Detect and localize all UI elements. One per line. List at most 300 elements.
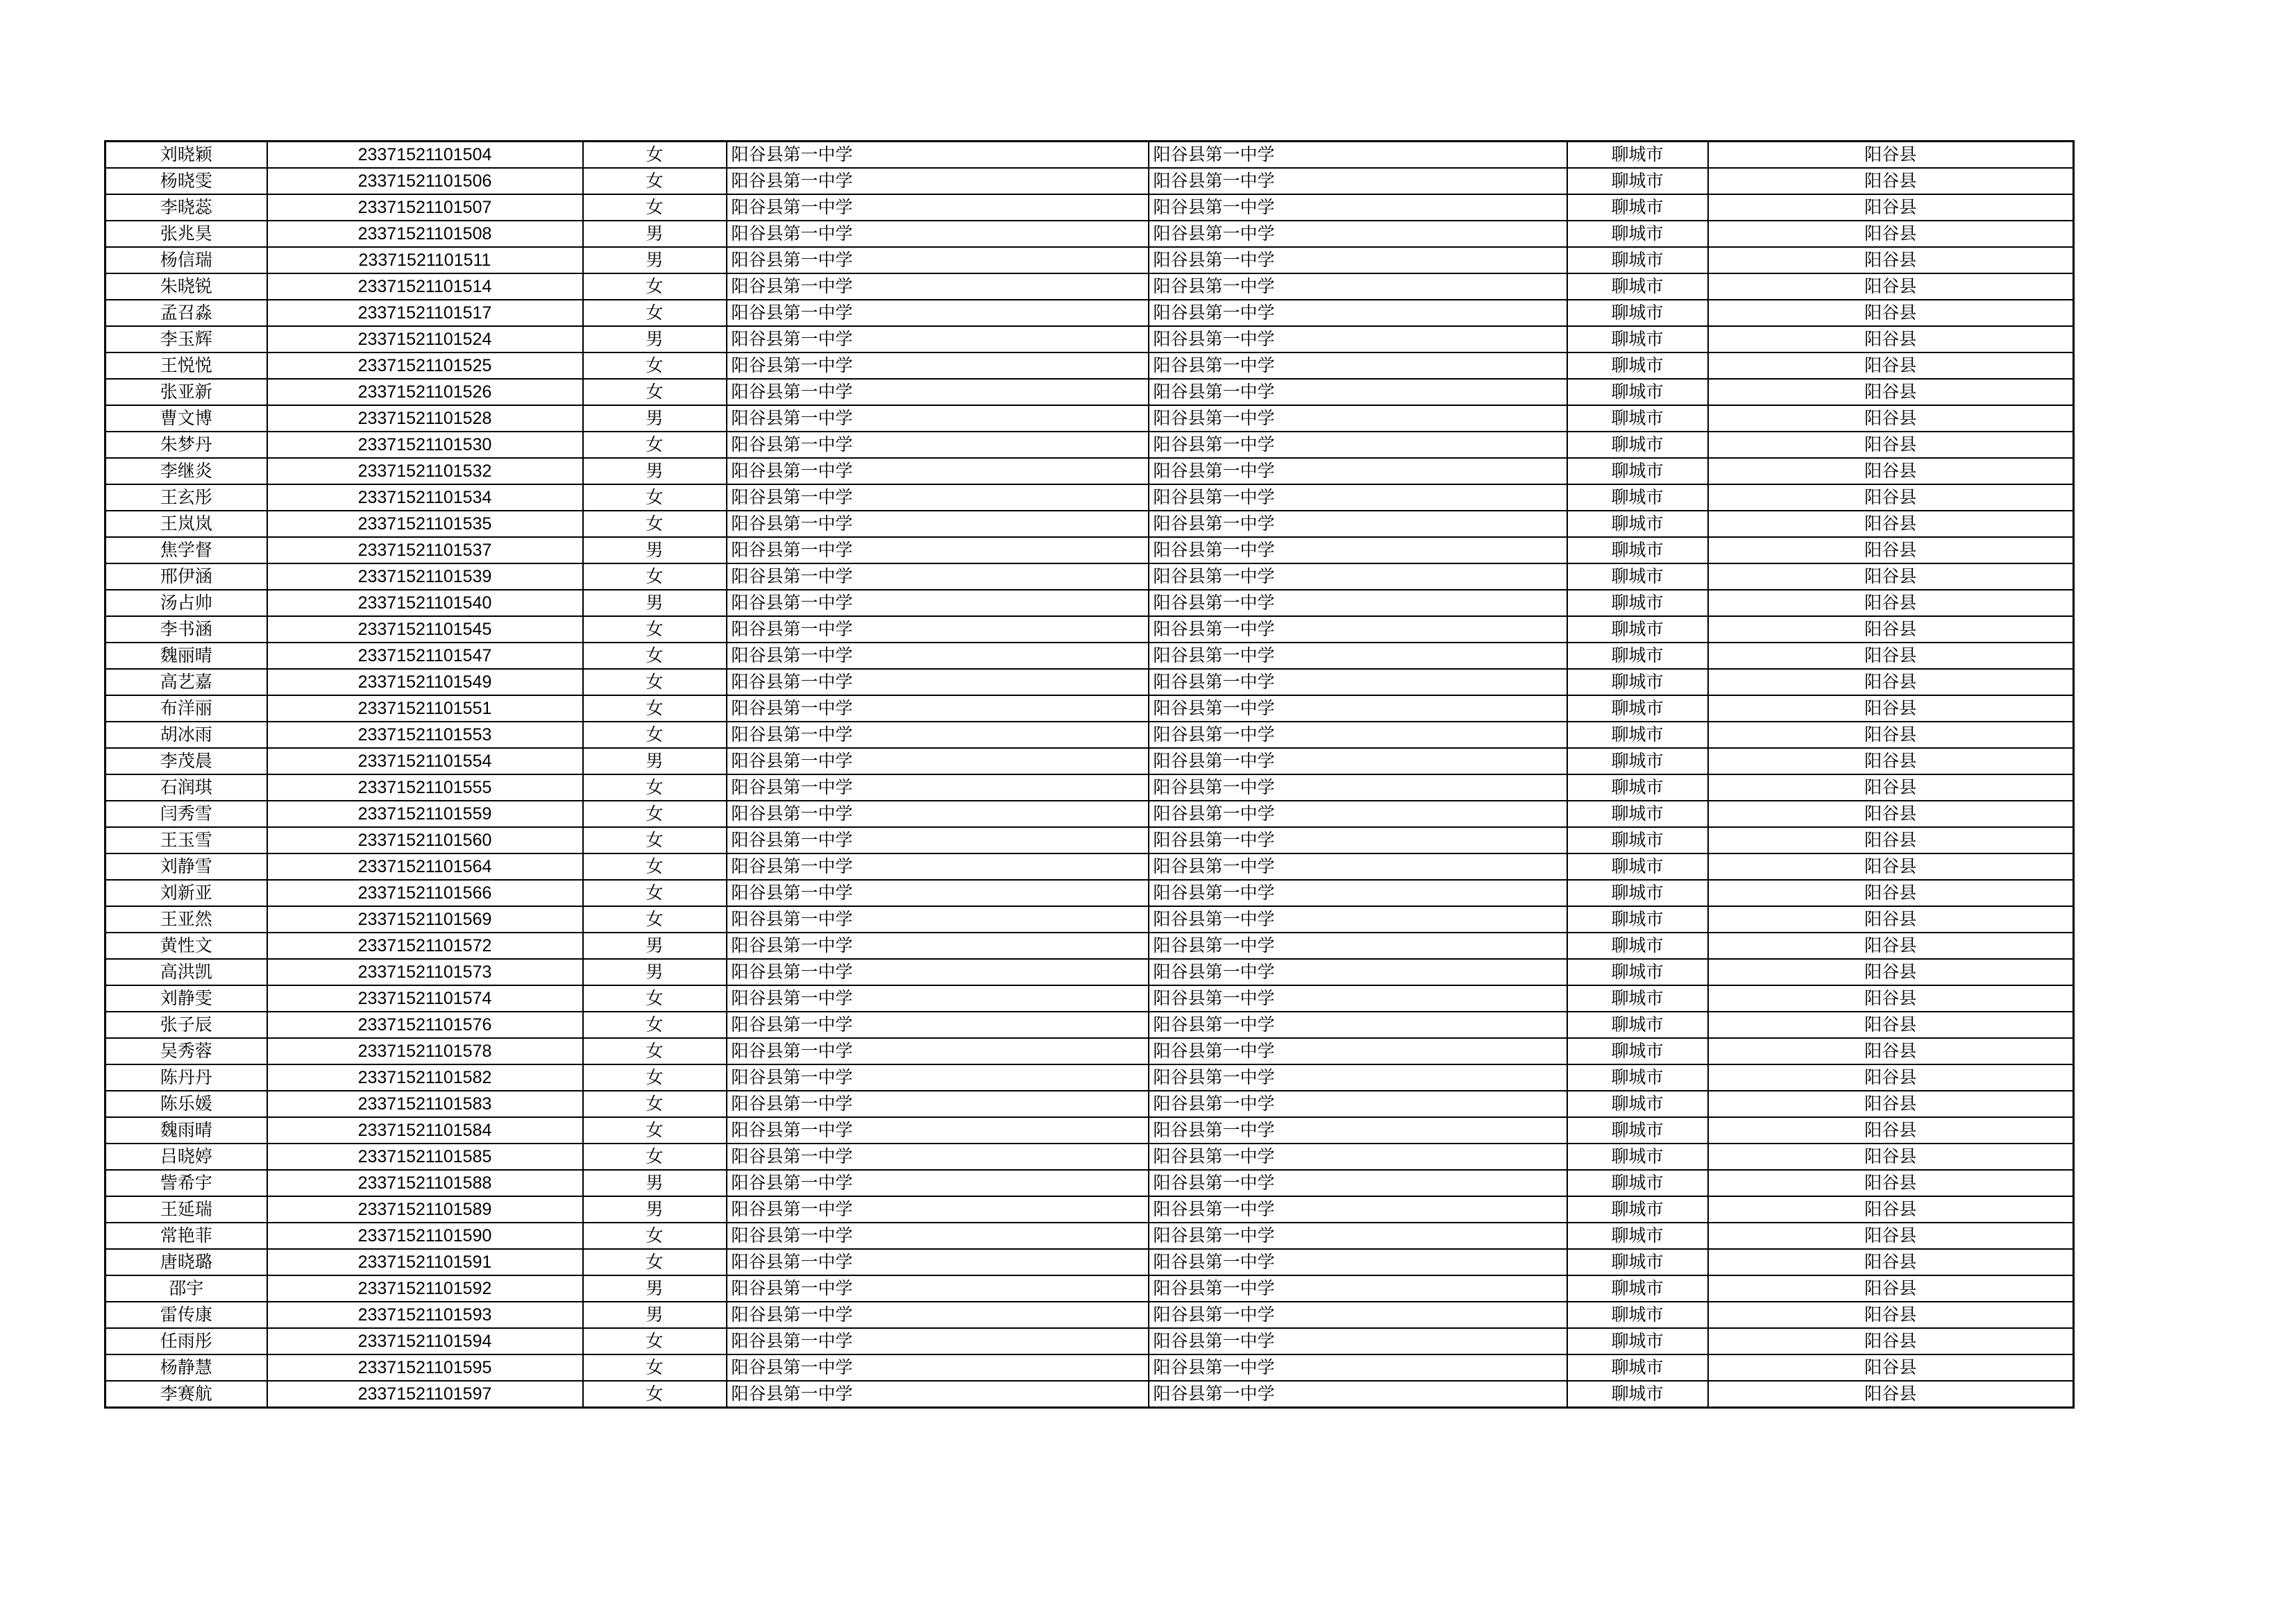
gender-cell: 女 <box>583 722 727 748</box>
student-name-cell: 陈丹丹 <box>105 1064 267 1091</box>
gender-cell: 女 <box>583 880 727 906</box>
student-name-cell: 朱梦丹 <box>105 432 267 458</box>
school-cell: 阳谷县第一中学 <box>727 827 1149 853</box>
gender-cell: 女 <box>583 1012 727 1038</box>
student-name-cell: 魏雨晴 <box>105 1117 267 1144</box>
school-cell: 阳谷县第一中学 <box>727 880 1149 906</box>
school-cell: 阳谷县第一中学 <box>727 352 1149 379</box>
county-cell: 阳谷县 <box>1708 1144 2074 1170</box>
exam-site-cell: 阳谷县第一中学 <box>1149 1038 1567 1064</box>
table-row <box>105 880 2074 906</box>
exam-site-cell: 阳谷县第一中学 <box>1149 1091 1567 1117</box>
school-cell: 阳谷县第一中学 <box>727 432 1149 458</box>
student-name-cell: 杨晓雯 <box>105 168 267 194</box>
student-name-cell: 张亚新 <box>105 379 267 405</box>
gender-cell: 女 <box>583 1249 727 1275</box>
city-cell: 聊城市 <box>1567 326 1708 352</box>
county-cell: 阳谷县 <box>1708 1064 2074 1091</box>
county-cell: 阳谷县 <box>1708 300 2074 326</box>
county-cell: 阳谷县 <box>1708 537 2074 563</box>
gender-cell: 女 <box>583 484 727 511</box>
student-name-cell: 张兆昊 <box>105 221 267 247</box>
city-cell: 聊城市 <box>1567 827 1708 853</box>
county-cell: 阳谷县 <box>1708 379 2074 405</box>
gender-cell: 男 <box>583 748 727 774</box>
table-row <box>105 1064 2074 1091</box>
exam-site-cell: 阳谷县第一中学 <box>1149 933 1567 959</box>
student-name-cell: 李玉辉 <box>105 326 267 352</box>
student-name-cell: 汤占帅 <box>105 590 267 616</box>
student-name-cell: 任雨彤 <box>105 1328 267 1354</box>
table-row <box>105 511 2074 537</box>
exam-number-cell: 23371521101566 <box>267 880 583 906</box>
county-cell: 阳谷县 <box>1708 906 2074 933</box>
table-row <box>105 853 2074 880</box>
school-cell: 阳谷县第一中学 <box>727 379 1149 405</box>
county-cell: 阳谷县 <box>1708 774 2074 801</box>
table-row <box>105 1170 2074 1196</box>
school-cell: 阳谷县第一中学 <box>727 853 1149 880</box>
gender-cell: 女 <box>583 616 727 643</box>
exam-site-cell: 阳谷县第一中学 <box>1149 194 1567 221</box>
exam-number-cell: 23371521101592 <box>267 1275 583 1302</box>
city-cell: 聊城市 <box>1567 1328 1708 1354</box>
gender-cell: 女 <box>583 827 727 853</box>
table-row <box>105 432 2074 458</box>
county-cell: 阳谷县 <box>1708 695 2074 722</box>
exam-number-cell: 23371521101506 <box>267 168 583 194</box>
exam-site-cell: 阳谷县第一中学 <box>1149 1012 1567 1038</box>
student-name-cell: 王延瑞 <box>105 1196 267 1223</box>
school-cell: 阳谷县第一中学 <box>727 1064 1149 1091</box>
table-row <box>105 563 2074 590</box>
school-cell: 阳谷县第一中学 <box>727 511 1149 537</box>
city-cell: 聊城市 <box>1567 643 1708 669</box>
exam-number-cell: 23371521101588 <box>267 1170 583 1196</box>
city-cell: 聊城市 <box>1567 484 1708 511</box>
gender-cell: 男 <box>583 1275 727 1302</box>
student-name-cell: 杨静慧 <box>105 1354 267 1381</box>
exam-site-cell: 阳谷县第一中学 <box>1149 1354 1567 1381</box>
city-cell: 聊城市 <box>1567 511 1708 537</box>
school-cell: 阳谷县第一中学 <box>727 537 1149 563</box>
county-cell: 阳谷县 <box>1708 1381 2074 1408</box>
gender-cell: 女 <box>583 168 727 194</box>
county-cell: 阳谷县 <box>1708 1196 2074 1223</box>
exam-number-cell: 23371521101532 <box>267 458 583 484</box>
city-cell: 聊城市 <box>1567 1038 1708 1064</box>
table-row <box>105 194 2074 221</box>
school-cell: 阳谷县第一中学 <box>727 1196 1149 1223</box>
gender-cell: 女 <box>583 1091 727 1117</box>
student-name-cell: 朱晓锐 <box>105 273 267 300</box>
county-cell: 阳谷县 <box>1708 616 2074 643</box>
school-cell: 阳谷县第一中学 <box>727 1038 1149 1064</box>
exam-number-cell: 23371521101560 <box>267 827 583 853</box>
exam-site-cell: 阳谷县第一中学 <box>1149 1275 1567 1302</box>
county-cell: 阳谷县 <box>1708 1249 2074 1275</box>
exam-number-cell: 23371521101508 <box>267 221 583 247</box>
gender-cell: 男 <box>583 221 727 247</box>
county-cell: 阳谷县 <box>1708 1354 2074 1381</box>
exam-site-cell: 阳谷县第一中学 <box>1149 432 1567 458</box>
exam-site-cell: 阳谷县第一中学 <box>1149 880 1567 906</box>
city-cell: 聊城市 <box>1567 590 1708 616</box>
city-cell: 聊城市 <box>1567 748 1708 774</box>
exam-site-cell: 阳谷县第一中学 <box>1149 484 1567 511</box>
gender-cell: 男 <box>583 1196 727 1223</box>
exam-number-cell: 23371521101528 <box>267 405 583 432</box>
student-name-cell: 雷传康 <box>105 1302 267 1328</box>
city-cell: 聊城市 <box>1567 142 1708 169</box>
student-name-cell: 唐晓璐 <box>105 1249 267 1275</box>
school-cell: 阳谷县第一中学 <box>727 669 1149 695</box>
exam-number-cell: 23371521101554 <box>267 748 583 774</box>
city-cell: 聊城市 <box>1567 194 1708 221</box>
student-name-cell: 邢伊涵 <box>105 563 267 590</box>
gender-cell: 女 <box>583 1038 727 1064</box>
school-cell: 阳谷县第一中学 <box>727 933 1149 959</box>
exam-number-cell: 23371521101504 <box>267 142 583 169</box>
exam-site-cell: 阳谷县第一中学 <box>1149 722 1567 748</box>
city-cell: 聊城市 <box>1567 300 1708 326</box>
city-cell: 聊城市 <box>1567 247 1708 273</box>
exam-number-cell: 23371521101535 <box>267 511 583 537</box>
exam-number-cell: 23371521101514 <box>267 273 583 300</box>
exam-site-cell: 阳谷县第一中学 <box>1149 537 1567 563</box>
table-row <box>105 142 2074 169</box>
table-row <box>105 1354 2074 1381</box>
exam-site-cell: 阳谷县第一中学 <box>1149 273 1567 300</box>
school-cell: 阳谷县第一中学 <box>727 326 1149 352</box>
gender-cell: 女 <box>583 379 727 405</box>
exam-site-cell: 阳谷县第一中学 <box>1149 801 1567 827</box>
table-row <box>105 722 2074 748</box>
gender-cell: 男 <box>583 933 727 959</box>
county-cell: 阳谷县 <box>1708 458 2074 484</box>
school-cell: 阳谷县第一中学 <box>727 748 1149 774</box>
school-cell: 阳谷县第一中学 <box>727 1117 1149 1144</box>
table-row <box>105 247 2074 273</box>
exam-number-cell: 23371521101549 <box>267 669 583 695</box>
exam-site-cell: 阳谷县第一中学 <box>1149 326 1567 352</box>
exam-number-cell: 23371521101564 <box>267 853 583 880</box>
school-cell: 阳谷县第一中学 <box>727 985 1149 1012</box>
student-name-cell: 张子辰 <box>105 1012 267 1038</box>
gender-cell: 女 <box>583 1117 727 1144</box>
student-name-cell: 刘新亚 <box>105 880 267 906</box>
gender-cell: 男 <box>583 247 727 273</box>
table-row <box>105 669 2074 695</box>
exam-number-cell: 23371521101585 <box>267 1144 583 1170</box>
student-name-cell: 王岚岚 <box>105 511 267 537</box>
city-cell: 聊城市 <box>1567 801 1708 827</box>
city-cell: 聊城市 <box>1567 1249 1708 1275</box>
table-row <box>105 906 2074 933</box>
city-cell: 聊城市 <box>1567 985 1708 1012</box>
table-row <box>105 379 2074 405</box>
county-cell: 阳谷县 <box>1708 801 2074 827</box>
exam-site-cell: 阳谷县第一中学 <box>1149 1223 1567 1249</box>
exam-site-cell: 阳谷县第一中学 <box>1149 669 1567 695</box>
table-row <box>105 1249 2074 1275</box>
exam-site-cell: 阳谷县第一中学 <box>1149 352 1567 379</box>
gender-cell: 男 <box>583 959 727 985</box>
school-cell: 阳谷县第一中学 <box>727 1144 1149 1170</box>
table-row <box>105 774 2074 801</box>
exam-number-cell: 23371521101530 <box>267 432 583 458</box>
table-row <box>105 221 2074 247</box>
county-cell: 阳谷县 <box>1708 1170 2074 1196</box>
student-name-cell: 曹文博 <box>105 405 267 432</box>
city-cell: 聊城市 <box>1567 1064 1708 1091</box>
table-row <box>105 1012 2074 1038</box>
exam-site-cell: 阳谷县第一中学 <box>1149 1170 1567 1196</box>
city-cell: 聊城市 <box>1567 1091 1708 1117</box>
city-cell: 聊城市 <box>1567 1170 1708 1196</box>
table-row <box>105 616 2074 643</box>
city-cell: 聊城市 <box>1567 273 1708 300</box>
school-cell: 阳谷县第一中学 <box>727 484 1149 511</box>
exam-number-cell: 23371521101551 <box>267 695 583 722</box>
city-cell: 聊城市 <box>1567 722 1708 748</box>
gender-cell: 男 <box>583 326 727 352</box>
exam-site-cell: 阳谷县第一中学 <box>1149 511 1567 537</box>
student-table <box>104 140 2075 1409</box>
city-cell: 聊城市 <box>1567 563 1708 590</box>
school-cell: 阳谷县第一中学 <box>727 590 1149 616</box>
city-cell: 聊城市 <box>1567 352 1708 379</box>
exam-site-cell: 阳谷县第一中学 <box>1149 643 1567 669</box>
school-cell: 阳谷县第一中学 <box>727 695 1149 722</box>
student-name-cell: 刘静雪 <box>105 853 267 880</box>
exam-number-cell: 23371521101511 <box>267 247 583 273</box>
city-cell: 聊城市 <box>1567 1144 1708 1170</box>
table-row <box>105 300 2074 326</box>
student-name-cell: 魏丽晴 <box>105 643 267 669</box>
county-cell: 阳谷县 <box>1708 352 2074 379</box>
student-name-cell: 吕晓婷 <box>105 1144 267 1170</box>
city-cell: 聊城市 <box>1567 405 1708 432</box>
table-row <box>105 1275 2074 1302</box>
city-cell: 聊城市 <box>1567 774 1708 801</box>
gender-cell: 男 <box>583 590 727 616</box>
school-cell: 阳谷县第一中学 <box>727 563 1149 590</box>
school-cell: 阳谷县第一中学 <box>727 616 1149 643</box>
gender-cell: 女 <box>583 643 727 669</box>
exam-site-cell: 阳谷县第一中学 <box>1149 1196 1567 1223</box>
gender-cell: 男 <box>583 1170 727 1196</box>
exam-number-cell: 23371521101594 <box>267 1328 583 1354</box>
exam-number-cell: 23371521101569 <box>267 906 583 933</box>
exam-number-cell: 23371521101597 <box>267 1381 583 1408</box>
city-cell: 聊城市 <box>1567 221 1708 247</box>
student-name-cell: 李继炎 <box>105 458 267 484</box>
school-cell: 阳谷县第一中学 <box>727 247 1149 273</box>
gender-cell: 男 <box>583 405 727 432</box>
gender-cell: 女 <box>583 669 727 695</box>
table-row <box>105 273 2074 300</box>
exam-site-cell: 阳谷县第一中学 <box>1149 748 1567 774</box>
student-name-cell: 吴秀蓉 <box>105 1038 267 1064</box>
exam-number-cell: 23371521101589 <box>267 1196 583 1223</box>
gender-cell: 女 <box>583 352 727 379</box>
student-name-cell: 孟召淼 <box>105 300 267 326</box>
exam-number-cell: 23371521101526 <box>267 379 583 405</box>
school-cell: 阳谷县第一中学 <box>727 1249 1149 1275</box>
exam-number-cell: 23371521101539 <box>267 563 583 590</box>
city-cell: 聊城市 <box>1567 695 1708 722</box>
exam-site-cell: 阳谷县第一中学 <box>1149 774 1567 801</box>
exam-site-cell: 阳谷县第一中学 <box>1149 142 1567 169</box>
county-cell: 阳谷县 <box>1708 1275 2074 1302</box>
student-name-cell: 胡冰雨 <box>105 722 267 748</box>
exam-site-cell: 阳谷县第一中学 <box>1149 221 1567 247</box>
county-cell: 阳谷县 <box>1708 405 2074 432</box>
student-name-cell: 焦学督 <box>105 537 267 563</box>
county-cell: 阳谷县 <box>1708 1117 2074 1144</box>
student-name-cell: 杨信瑞 <box>105 247 267 273</box>
school-cell: 阳谷县第一中学 <box>727 168 1149 194</box>
gender-cell: 女 <box>583 985 727 1012</box>
city-cell: 聊城市 <box>1567 168 1708 194</box>
exam-site-cell: 阳谷县第一中学 <box>1149 853 1567 880</box>
city-cell: 聊城市 <box>1567 1381 1708 1408</box>
school-cell: 阳谷县第一中学 <box>727 722 1149 748</box>
school-cell: 阳谷县第一中学 <box>727 774 1149 801</box>
exam-number-cell: 23371521101573 <box>267 959 583 985</box>
student-name-cell: 刘静雯 <box>105 985 267 1012</box>
exam-site-cell: 阳谷县第一中学 <box>1149 1328 1567 1354</box>
county-cell: 阳谷县 <box>1708 1328 2074 1354</box>
table-row <box>105 168 2074 194</box>
exam-number-cell: 23371521101578 <box>267 1038 583 1064</box>
exam-number-cell: 23371521101574 <box>267 985 583 1012</box>
table-row <box>105 1196 2074 1223</box>
student-name-cell: 布洋丽 <box>105 695 267 722</box>
exam-site-cell: 阳谷县第一中学 <box>1149 985 1567 1012</box>
county-cell: 阳谷县 <box>1708 933 2074 959</box>
gender-cell: 女 <box>583 563 727 590</box>
table-row <box>105 985 2074 1012</box>
gender-cell: 女 <box>583 194 727 221</box>
gender-cell: 男 <box>583 458 727 484</box>
gender-cell: 女 <box>583 1354 727 1381</box>
table-row <box>105 643 2074 669</box>
county-cell: 阳谷县 <box>1708 643 2074 669</box>
gender-cell: 女 <box>583 801 727 827</box>
table-row <box>105 1091 2074 1117</box>
county-cell: 阳谷县 <box>1708 590 2074 616</box>
county-cell: 阳谷县 <box>1708 221 2074 247</box>
table-row <box>105 458 2074 484</box>
exam-number-cell: 23371521101559 <box>267 801 583 827</box>
exam-number-cell: 23371521101507 <box>267 194 583 221</box>
exam-number-cell: 23371521101540 <box>267 590 583 616</box>
exam-number-cell: 23371521101537 <box>267 537 583 563</box>
county-cell: 阳谷县 <box>1708 1223 2074 1249</box>
city-cell: 聊城市 <box>1567 1354 1708 1381</box>
city-cell: 聊城市 <box>1567 458 1708 484</box>
student-name-cell: 黄性文 <box>105 933 267 959</box>
exam-number-cell: 23371521101584 <box>267 1117 583 1144</box>
city-cell: 聊城市 <box>1567 537 1708 563</box>
city-cell: 聊城市 <box>1567 379 1708 405</box>
school-cell: 阳谷县第一中学 <box>727 1328 1149 1354</box>
city-cell: 聊城市 <box>1567 880 1708 906</box>
county-cell: 阳谷县 <box>1708 563 2074 590</box>
student-name-cell: 邵宇 <box>105 1275 267 1302</box>
student-name-cell: 王悦悦 <box>105 352 267 379</box>
city-cell: 聊城市 <box>1567 933 1708 959</box>
exam-site-cell: 阳谷县第一中学 <box>1149 300 1567 326</box>
table-row <box>105 1381 2074 1408</box>
gender-cell: 女 <box>583 1328 727 1354</box>
exam-number-cell: 23371521101553 <box>267 722 583 748</box>
gender-cell: 女 <box>583 853 727 880</box>
exam-number-cell: 23371521101593 <box>267 1302 583 1328</box>
county-cell: 阳谷县 <box>1708 247 2074 273</box>
table-row <box>105 484 2074 511</box>
school-cell: 阳谷县第一中学 <box>727 458 1149 484</box>
city-cell: 聊城市 <box>1567 1223 1708 1249</box>
city-cell: 聊城市 <box>1567 1012 1708 1038</box>
exam-site-cell: 阳谷县第一中学 <box>1149 247 1567 273</box>
county-cell: 阳谷县 <box>1708 326 2074 352</box>
student-name-cell: 闫秀雪 <box>105 801 267 827</box>
table-row <box>105 801 2074 827</box>
exam-number-cell: 23371521101555 <box>267 774 583 801</box>
city-cell: 聊城市 <box>1567 853 1708 880</box>
city-cell: 聊城市 <box>1567 959 1708 985</box>
table-row <box>105 933 2074 959</box>
student-name-cell: 李赛航 <box>105 1381 267 1408</box>
student-name-cell: 李晓蕊 <box>105 194 267 221</box>
county-cell: 阳谷县 <box>1708 484 2074 511</box>
gender-cell: 女 <box>583 273 727 300</box>
table-row <box>105 827 2074 853</box>
gender-cell: 女 <box>583 774 727 801</box>
exam-site-cell: 阳谷县第一中学 <box>1149 827 1567 853</box>
exam-site-cell: 阳谷县第一中学 <box>1149 458 1567 484</box>
county-cell: 阳谷县 <box>1708 1038 2074 1064</box>
exam-site-cell: 阳谷县第一中学 <box>1149 616 1567 643</box>
exam-site-cell: 阳谷县第一中学 <box>1149 1381 1567 1408</box>
exam-number-cell: 23371521101582 <box>267 1064 583 1091</box>
county-cell: 阳谷县 <box>1708 880 2074 906</box>
county-cell: 阳谷县 <box>1708 722 2074 748</box>
exam-site-cell: 阳谷县第一中学 <box>1149 168 1567 194</box>
table-row <box>105 537 2074 563</box>
school-cell: 阳谷县第一中学 <box>727 194 1149 221</box>
exam-site-cell: 阳谷县第一中学 <box>1149 379 1567 405</box>
school-cell: 阳谷县第一中学 <box>727 1223 1149 1249</box>
gender-cell: 女 <box>583 695 727 722</box>
exam-number-cell: 23371521101525 <box>267 352 583 379</box>
school-cell: 阳谷县第一中学 <box>727 1091 1149 1117</box>
county-cell: 阳谷县 <box>1708 748 2074 774</box>
student-name-cell: 刘晓颖 <box>105 142 267 169</box>
gender-cell: 女 <box>583 1144 727 1170</box>
student-name-cell: 訾希宇 <box>105 1170 267 1196</box>
exam-site-cell: 阳谷县第一中学 <box>1149 563 1567 590</box>
exam-number-cell: 23371521101545 <box>267 616 583 643</box>
table-row <box>105 405 2074 432</box>
exam-number-cell: 23371521101524 <box>267 326 583 352</box>
table-body <box>105 142 2074 1408</box>
county-cell: 阳谷县 <box>1708 432 2074 458</box>
county-cell: 阳谷县 <box>1708 669 2074 695</box>
